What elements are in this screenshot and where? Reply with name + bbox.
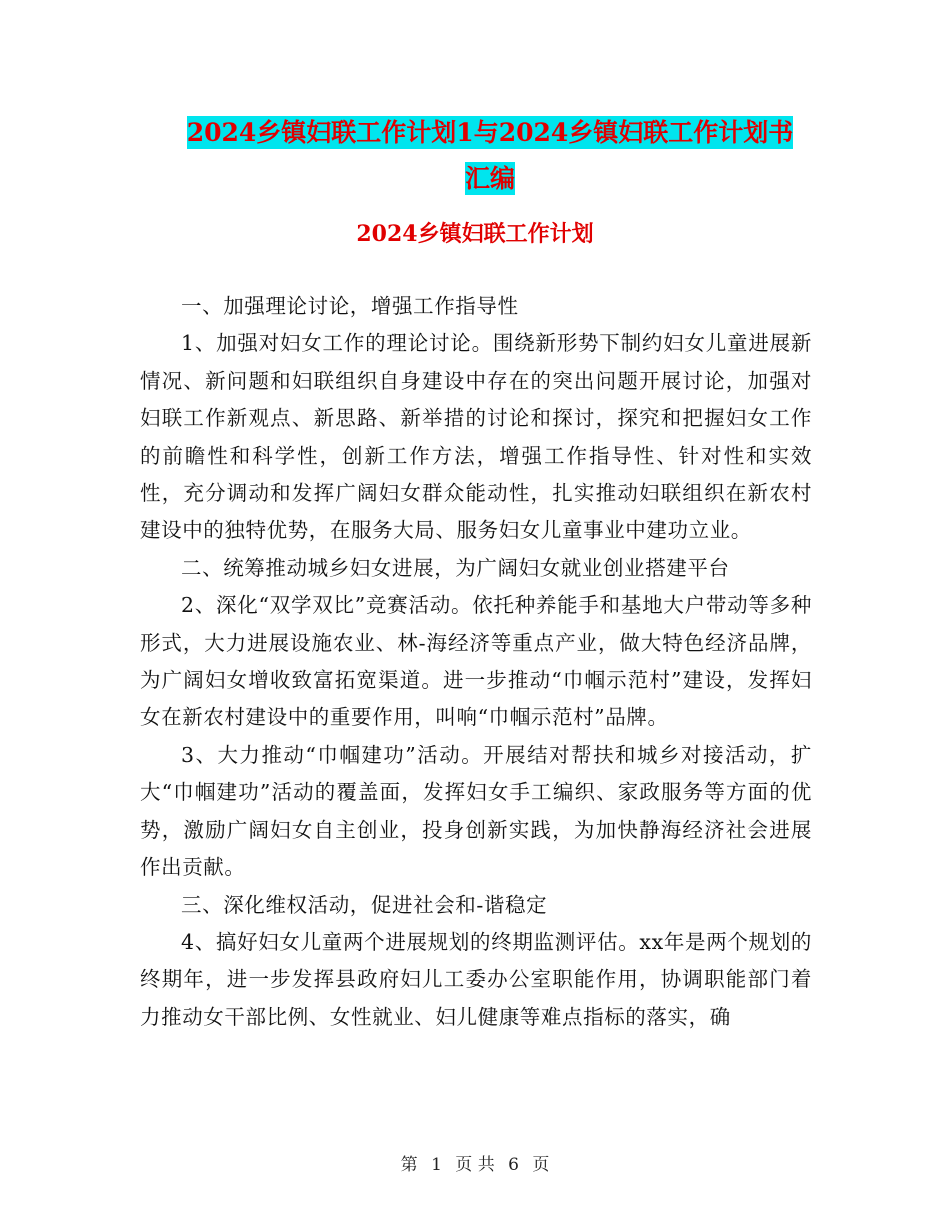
heading-1: 一、加强理论讨论，增强工作指导性	[181, 294, 519, 318]
footer-middle: 页 共	[455, 1155, 495, 1175]
paragraph-2: 2、深化“双学双比”竞赛活动。依托种养能手和基地大户带动等多种形式，大力进展设施农业、林-海经济等重点产业，做大特色经济品牌，为广阔妇女增收致富拓宽渠道。进一步推动“巾帼示范村”建设，发挥妇女在新农村建设中的重要作用，叫响“巾帼示范村”品牌。	[140, 593, 812, 730]
paragraph-1: 1、加强对妇女工作的理论讨论。围绕新形势下制约妇女儿童进展新情况、新问题和妇联组织自身建设中存在的突出问题开展讨论，加强对妇联工作新观点、新思路、新举措的讨论和探讨，探究和把握妇女工作的前瞻性和科学性，创新工作方法，增强工作指导性、针对性和实效性，充分调动和发挥广阔妇女群众能动性，扎实推动妇联组织在新农村建设中的独特优势，在服务大局、服务妇女儿童事业中建功立业。	[140, 331, 812, 543]
document-body	[140, 288, 812, 1036]
section-title: 2024乡镇妇联工作计划	[356, 221, 594, 247]
paragraph-4: 4、搞好妇女儿童两个进展规划的终期监测评估。xx年是两个规划的终期年，进一步发挥县政府妇儿工委办公室职能作用，协调职能部门着力推动女干部比例、女性就业、妇儿健康等难点指标的落实，确	[140, 929, 812, 1029]
heading-3: 三、深化维权活动，促进社会和-谐稳定	[181, 892, 548, 917]
page-footer	[0, 1153, 950, 1177]
footer-suffix: 页	[532, 1155, 550, 1175]
document-title-line-1: 2024乡镇妇联工作计划1与2024乡镇妇联工作计划书	[186, 118, 794, 147]
document-title	[140, 110, 840, 202]
paragraph-3: 3、大力推动“巾帼建功”活动。开展结对帮扶和城乡对接活动，扩大“巾帼建功”活动的覆盖面，发挥妇女手工编织、家政服务等方面的优势，激励广阔妇女自主创业，投身创新实践，为加快静海经济社会进展作出贡献。	[140, 742, 812, 880]
document-title-line-2: 汇编	[464, 164, 515, 193]
footer-total-pages: 6	[508, 1155, 519, 1175]
heading-2: 二、统筹推动城乡妇女进展，为广阔妇女就业创业搭建平台	[181, 555, 730, 580]
footer-prefix: 第	[400, 1155, 418, 1175]
footer-page-number: 1	[431, 1155, 442, 1175]
